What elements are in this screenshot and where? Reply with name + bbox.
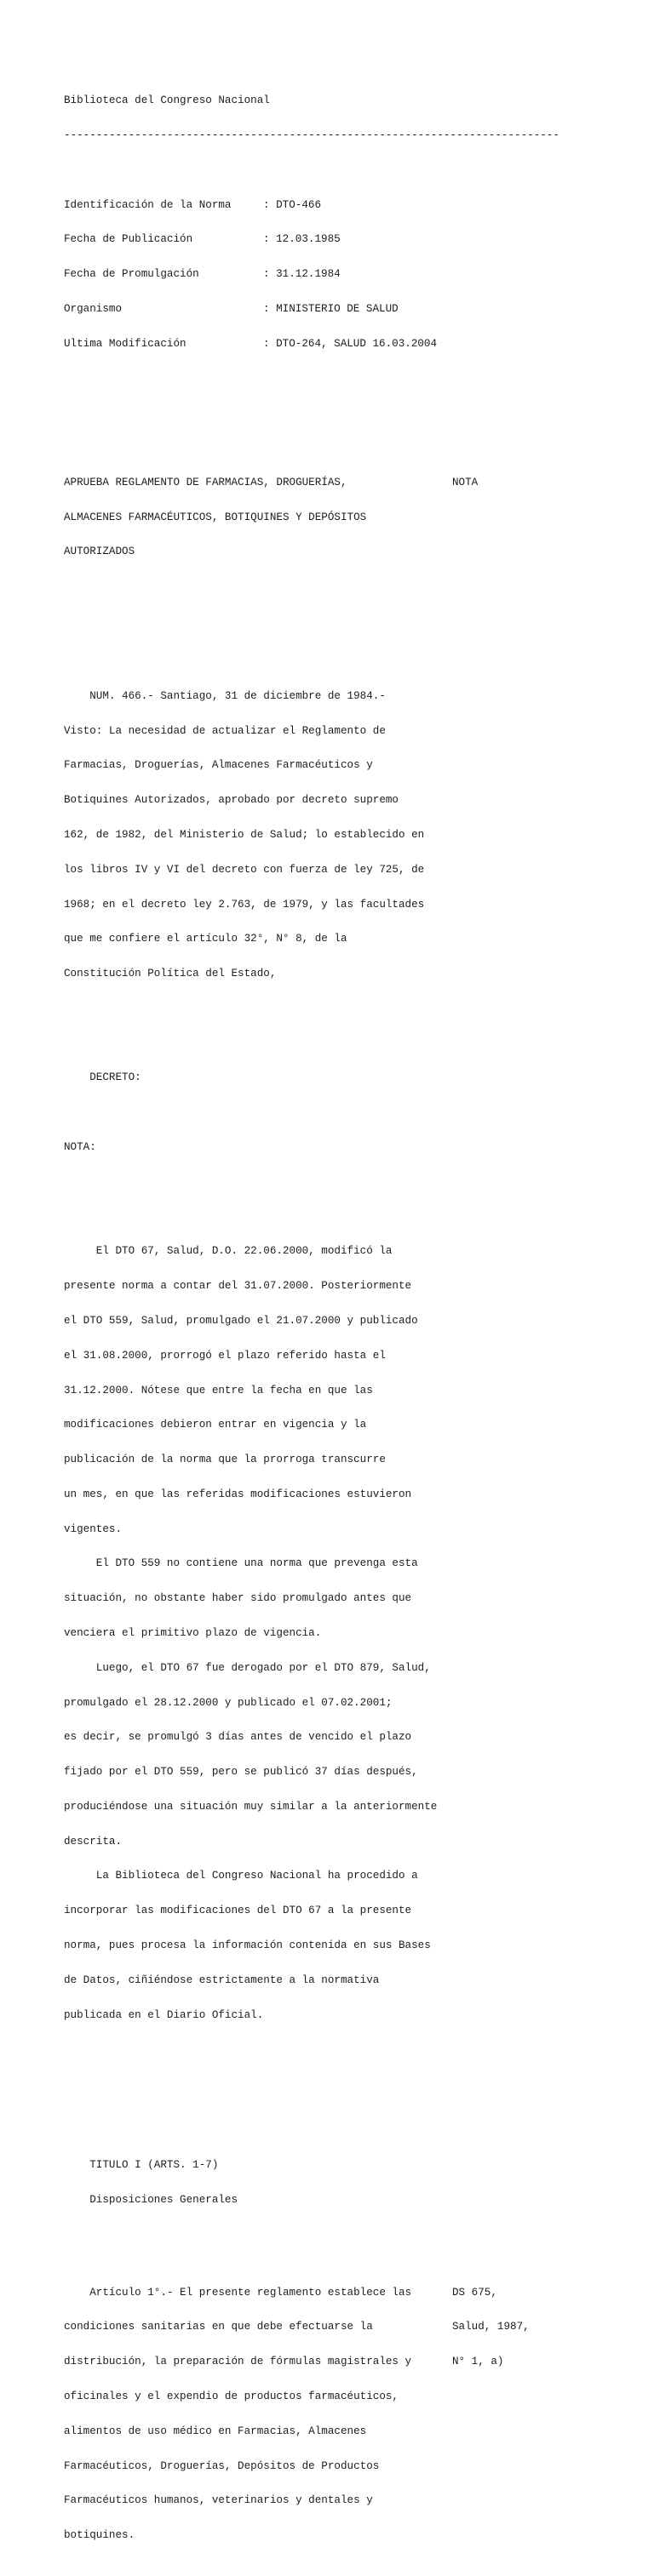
nota-line: descrita. [64,1835,123,1848]
preamble [64,668,559,1003]
side-note [452,2530,536,2542]
nota-line: situación, no obstante haber sido promulgado antes que [64,1592,412,1605]
preamble-line: NUM. 466.- Santiago, 31 de diciembre de 1984.- [64,689,386,702]
side-note [452,2495,536,2507]
articulo-line: distribución, la preparación de fórmulas magistrales y [64,2356,412,2368]
preamble-line: Farmacias, Droguerías, Almacenes Farmacéuticos y [64,759,373,772]
titulo-line: Disposiciones Generales [64,2193,238,2206]
library-name: Biblioteca del Congreso Nacional [64,94,270,107]
note-marker: NOTA [452,476,479,488]
nota-line: norma, pues procesa la información contenida en sus Bases [64,1939,431,1951]
preamble-line: que me confiere el artículo 32°, N° 8, de la [64,933,347,945]
document-text [64,72,559,2576]
nota-line: el DTO 559, Salud, promulgado el 21.07.2000 y publicado [64,1314,418,1327]
articulo-line: Artículo 1°.- El presente reglamento establece las [64,2286,412,2299]
meta-value: : DTO-466 [263,198,322,211]
meta-row [64,269,559,281]
meta-value: : MINISTERIO DE SALUD [263,302,399,315]
meta-value: : DTO-264, SALUD 16.03.2004 [263,337,438,350]
nota-line: El DTO 559 no contiene una norma que prevenga esta [64,1557,418,1570]
meta-label: Fecha de Publicación [64,233,193,246]
meta-row [64,339,559,351]
nota-line: el 31.08.2000, prorrogó el plazo referido hasta el [64,1349,386,1362]
nota-line: venciera el primitivo plazo de vigencia. [64,1626,322,1639]
preamble-line: Constitución Política del Estado, [64,968,277,980]
articulo-line: alimentos de uso médico en Farmacias, Almacenes [64,2425,367,2437]
nota-heading: NOTA: [64,1141,96,1154]
nota-line: publicada en el Diario Oficial. [64,2008,264,2021]
articulo-1 [64,2264,559,2564]
preamble-line: Visto: La necesidad de actualizar el Reglamento de [64,724,386,737]
nota-line: Luego, el DTO 67 fue derogado por el DTO 879, Salud, [64,1661,431,1674]
nota-line: fijado por el DTO 559, pero se publicó 37 días después, [64,1766,418,1779]
meta-label: Ultima Modificación [64,337,186,350]
meta-label: Organismo [64,302,123,315]
nota-line: publicación de la norma que la prorroga transcurre [64,1454,386,1466]
meta-label: Fecha de Promulgación [64,268,199,281]
preamble-line: los libros IV y VI del decreto con fuerza de ley 725, de [64,863,425,876]
nota-line: es decir, se promulgó 3 días antes de vencido el plazo [64,1731,412,1744]
articulo-line: condiciones sanitarias en que debe efectuarse la [64,2321,373,2333]
meta-row [64,234,559,246]
nota-line: La Biblioteca del Congreso Nacional ha procedido a [64,1870,418,1882]
side-note: DS 675, [452,2286,497,2299]
nota-line: 31.12.2000. Nótese que entre la fecha en que las [64,1384,373,1397]
nota-line: de Datos, ciñiéndose estrictamente a la normativa [64,1973,380,1986]
nota-line: El DTO 67, Salud, D.O. 22.06.2000, modificó la [64,1245,393,1258]
articulo-line: Farmacéuticos, Droguerías, Depósitos de Productos [64,2459,380,2472]
articulo-line: botiquines. [64,2529,135,2542]
nota-line: promulgado el 28.12.2000 y publicado el 07.02.2001; [64,1696,393,1709]
preamble-line: 1968; en el decreto ley 2.763, de 1979, y las facultades [64,898,425,911]
meta-value: : 12.03.1985 [263,233,341,246]
side-note: Salud, 1987, [452,2321,530,2333]
titulo-heading [64,2137,559,2230]
meta-row [64,200,559,212]
articulo-line: Farmacéuticos humanos, veterinarios y dentales y [64,2494,373,2507]
nota-body [64,1223,559,2044]
nota-line: vigentes. [64,1522,123,1535]
title-line: APRUEBA REGLAMENTO DE FARMACIAS, DROGUERÍAS, [64,476,347,488]
title-line: ALMACENES FARMACÉUTICOS, BOTIQUINES Y DEPÓSITOS [64,511,367,523]
articulo-line: oficinales y el expendio de productos farmacéuticos, [64,2390,399,2402]
preamble-line: Botiquines Autorizados, aprobado por decreto supremo [64,794,399,807]
header-rule: ----------------------------------------------------------------------------- [64,129,559,141]
side-note [452,2426,536,2438]
meta-value: : 31.12.1984 [263,268,341,281]
norm-title [64,454,559,582]
decreto-heading: DECRETO: [64,1071,141,1084]
meta-row [64,304,559,316]
title-line: AUTORIZADOS [64,545,135,558]
nota-line: produciéndose una situación muy similar a la anteriormente [64,1800,438,1813]
meta-label: Identificación de la Norma [64,198,232,211]
nota-line: un mes, en que las referidas modificaciones estuvieron [64,1488,412,1500]
side-note [452,2461,536,2473]
preamble-line: 162, de 1982, del Ministerio de Salud; lo establecido en [64,829,425,841]
titulo-line: TITULO I (ARTS. 1-7) [64,2159,219,2172]
side-note: N° 1, a) [452,2356,504,2368]
metadata-table [64,176,559,373]
nota-line: presente norma a contar del 31.07.2000. Posteriormente [64,1280,412,1293]
nota-line: modificaciones debieron entrar en vigencia y la [64,1419,367,1431]
side-note [452,2391,536,2403]
nota-line: incorporar las modificaciones del DTO 67 a la presente [64,1905,412,1917]
